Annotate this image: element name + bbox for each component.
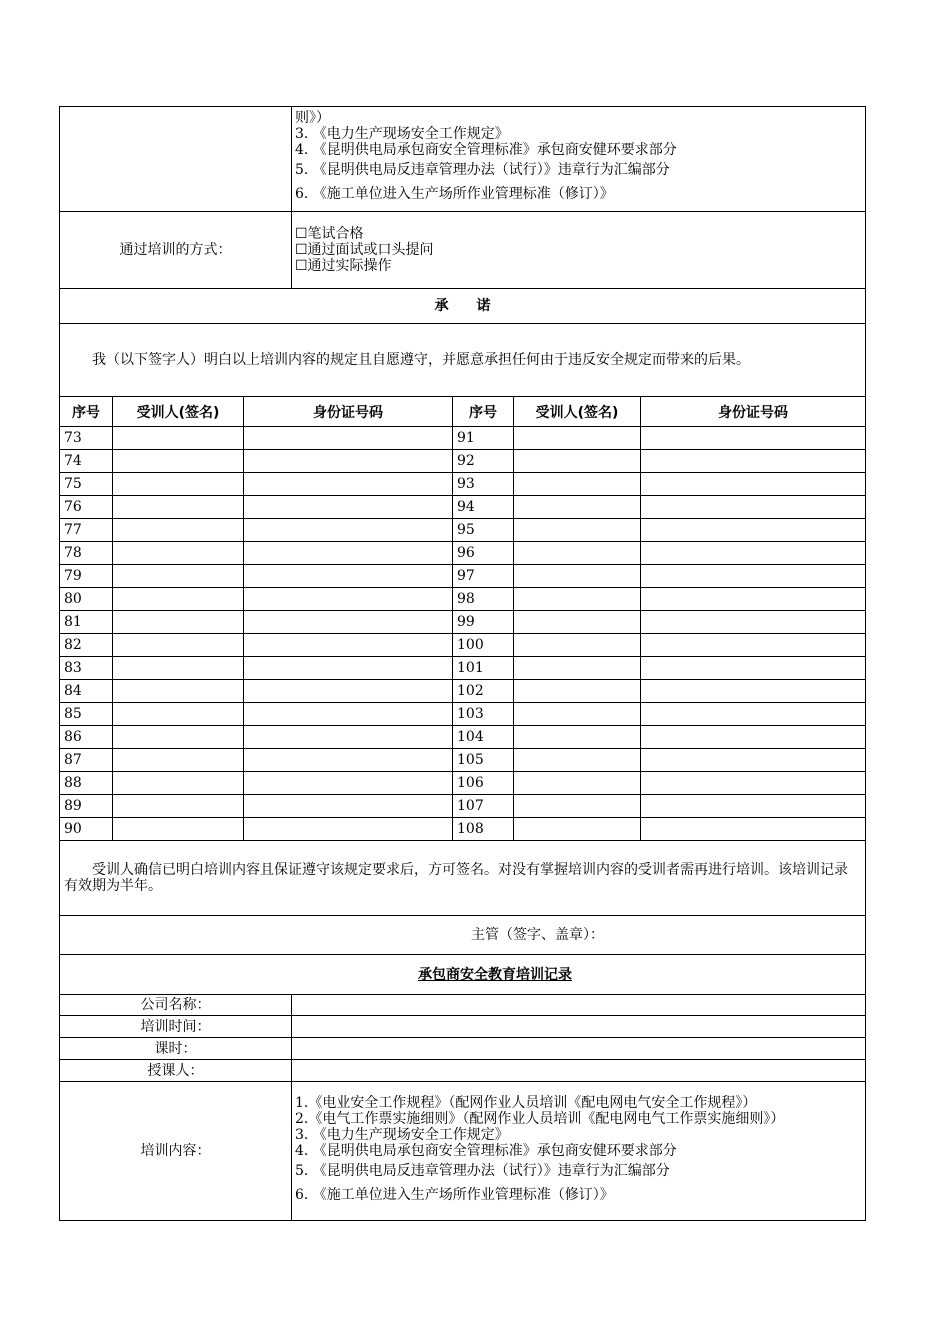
table-row	[60, 680, 866, 703]
field-value-company[interactable]	[292, 995, 866, 1016]
id-number-cell[interactable]	[244, 519, 453, 542]
blank-label-cell	[60, 107, 292, 212]
method-option-written[interactable]: ☐笔试合格	[295, 226, 364, 242]
training-content-continued	[59, 106, 866, 397]
id-number-cell[interactable]	[244, 726, 453, 749]
table-row	[60, 726, 866, 749]
id-number-cell[interactable]	[244, 749, 453, 772]
id-number-cell[interactable]	[641, 795, 866, 818]
id-number-cell[interactable]	[244, 634, 453, 657]
trainee-signature-cell[interactable]	[514, 726, 641, 749]
table-row	[60, 772, 866, 795]
record-section	[59, 840, 866, 1221]
field-value-time[interactable]	[292, 1016, 866, 1038]
table-row	[60, 473, 866, 496]
table-row	[60, 519, 866, 542]
seq-cell: 83	[60, 657, 113, 680]
content-item: 6. 《施工单位进入生产场所作业管理标准（修订）》	[295, 1187, 614, 1203]
table-row	[60, 542, 866, 565]
id-number-cell[interactable]	[244, 703, 453, 726]
trainee-signature-cell[interactable]	[113, 818, 244, 841]
field-value-hours[interactable]	[292, 1038, 866, 1060]
trainee-signature-cell[interactable]	[113, 496, 244, 519]
seq-cell: 104	[453, 726, 514, 749]
header-trainee: 受训人(签名)	[514, 397, 641, 427]
seq-cell: 93	[453, 473, 514, 496]
header-trainee: 受训人(签名)	[113, 397, 244, 427]
seq-cell: 97	[453, 565, 514, 588]
seq-cell: 95	[453, 519, 514, 542]
id-number-cell[interactable]	[641, 542, 866, 565]
content-item: 5. 《昆明供电局反违章管理办法（试行）》违章行为汇编部分	[295, 162, 670, 178]
trainee-signature-cell[interactable]	[113, 450, 244, 473]
seq-cell: 101	[453, 657, 514, 680]
table-row	[60, 450, 866, 473]
id-number-cell[interactable]	[641, 519, 866, 542]
method-option-interview[interactable]: ☐通过面试或口头提问	[295, 242, 434, 258]
seq-cell: 105	[453, 749, 514, 772]
id-number-cell[interactable]	[244, 496, 453, 519]
id-number-cell[interactable]	[244, 772, 453, 795]
id-number-cell[interactable]	[641, 611, 866, 634]
id-number-cell[interactable]	[244, 795, 453, 818]
seq-cell: 75	[60, 473, 113, 496]
table-row	[60, 496, 866, 519]
seq-cell: 81	[60, 611, 113, 634]
id-number-cell[interactable]	[244, 657, 453, 680]
trainee-signature-cell[interactable]	[113, 542, 244, 565]
trainee-signature-cell[interactable]	[514, 795, 641, 818]
content-item: 3. 《电力生产现场安全工作规定》	[295, 126, 509, 142]
trainee-signature-cell[interactable]	[113, 749, 244, 772]
promise-text: 我（以下签字人）明白以上培训内容的规定且自愿遵守，并愿意承担任何由于违反安全规定而带来的后果。	[60, 324, 866, 397]
content-item: 1.《电业安全工作规程》（配网作业人员培训《配电网电气安全工作规程》）	[295, 1095, 757, 1111]
seq-cell: 92	[453, 450, 514, 473]
id-number-cell[interactable]	[641, 496, 866, 519]
id-number-cell[interactable]	[244, 427, 453, 450]
seq-cell: 90	[60, 818, 113, 841]
id-number-cell[interactable]	[244, 680, 453, 703]
seq-cell: 80	[60, 588, 113, 611]
method-label: 通过培训的方式：	[60, 212, 292, 289]
seq-cell: 88	[60, 772, 113, 795]
content-item: 则》）	[295, 110, 330, 126]
trainee-signature-cell[interactable]	[113, 657, 244, 680]
record-content-list	[292, 1082, 866, 1221]
trainee-signature-cell[interactable]	[514, 772, 641, 795]
id-number-cell[interactable]	[641, 565, 866, 588]
content-item: 2.《电气工作票实施细则》（配网作业人员培训《配电网电气工作票实施细则》）	[295, 1111, 785, 1127]
seq-cell: 78	[60, 542, 113, 565]
trainee-signature-cell[interactable]	[514, 611, 641, 634]
id-number-cell[interactable]	[244, 542, 453, 565]
seq-cell: 79	[60, 565, 113, 588]
seq-cell: 94	[453, 496, 514, 519]
id-number-cell[interactable]	[641, 680, 866, 703]
seq-cell: 103	[453, 703, 514, 726]
trainee-signature-cell[interactable]	[514, 542, 641, 565]
field-label-time: 培训时间：	[60, 1016, 292, 1038]
trainee-signature-cell[interactable]	[113, 634, 244, 657]
content-label: 培训内容：	[60, 1082, 292, 1221]
id-number-cell[interactable]	[244, 565, 453, 588]
id-number-cell[interactable]	[641, 634, 866, 657]
content-item: 3. 《电力生产现场安全工作规定》	[295, 1127, 509, 1143]
trainee-signature-cell[interactable]	[113, 795, 244, 818]
table-row	[60, 749, 866, 772]
trainee-signature-cell[interactable]	[113, 726, 244, 749]
field-label-company: 公司名称：	[60, 995, 292, 1016]
seq-cell: 74	[60, 450, 113, 473]
seq-cell: 100	[453, 634, 514, 657]
id-number-cell[interactable]	[641, 657, 866, 680]
id-number-cell[interactable]	[641, 450, 866, 473]
id-number-cell[interactable]	[244, 588, 453, 611]
method-options	[292, 212, 866, 289]
id-number-cell[interactable]	[244, 818, 453, 841]
document	[59, 106, 866, 1221]
record-title-cell	[60, 955, 866, 995]
table-row	[60, 795, 866, 818]
trainee-signature-cell[interactable]	[113, 565, 244, 588]
header-seq: 序号	[453, 397, 514, 427]
record-title: 承包商安全教育培训记录	[418, 966, 572, 983]
table-row	[60, 703, 866, 726]
trainee-signature-cell[interactable]	[514, 657, 641, 680]
trainee-signature-cell[interactable]	[514, 680, 641, 703]
id-number-cell[interactable]	[641, 818, 866, 841]
trainee-signature-cell[interactable]	[514, 703, 641, 726]
trainee-signature-cell[interactable]	[113, 611, 244, 634]
content-item: 4. 《昆明供电局承包商安全管理标准》承包商安健环要求部分	[295, 142, 677, 158]
seq-cell: 86	[60, 726, 113, 749]
table-row	[60, 588, 866, 611]
seq-cell: 99	[453, 611, 514, 634]
trainee-signature-cell[interactable]	[514, 450, 641, 473]
trainee-signature-cell[interactable]	[514, 496, 641, 519]
id-number-cell[interactable]	[641, 703, 866, 726]
seq-cell: 96	[453, 542, 514, 565]
signature-table	[59, 396, 866, 841]
trainee-signature-cell[interactable]	[113, 519, 244, 542]
id-number-cell[interactable]	[641, 772, 866, 795]
trainee-signature-cell[interactable]	[113, 427, 244, 450]
content-list	[292, 107, 866, 212]
confirm-text: 受训人确信已明白培训内容且保证遵守该规定要求后，方可签名。对没有掌握培训内容的受训者需再进行培训。该培训记录有效期为半年。	[60, 841, 866, 916]
seq-cell: 108	[453, 818, 514, 841]
field-label-instructor: 授课人：	[60, 1060, 292, 1082]
trainee-signature-cell[interactable]	[514, 818, 641, 841]
trainee-signature-cell[interactable]	[514, 519, 641, 542]
id-number-cell[interactable]	[641, 588, 866, 611]
trainee-signature-cell[interactable]	[113, 588, 244, 611]
id-number-cell[interactable]	[641, 749, 866, 772]
method-option-practical[interactable]: ☐通过实际操作	[295, 258, 392, 274]
content-item: 5. 《昆明供电局反违章管理办法（试行）》违章行为汇编部分	[295, 1163, 670, 1179]
seq-cell: 77	[60, 519, 113, 542]
id-number-cell[interactable]	[244, 611, 453, 634]
table-row	[60, 657, 866, 680]
id-number-cell[interactable]	[244, 450, 453, 473]
seq-cell: 89	[60, 795, 113, 818]
table-row	[60, 565, 866, 588]
table-row	[60, 634, 866, 657]
seq-cell: 87	[60, 749, 113, 772]
id-number-cell[interactable]	[244, 473, 453, 496]
seq-cell: 106	[453, 772, 514, 795]
content-item: 4. 《昆明供电局承包商安全管理标准》承包商安健环要求部分	[295, 1143, 677, 1159]
id-number-cell[interactable]	[641, 473, 866, 496]
seq-cell: 98	[453, 588, 514, 611]
table-row	[60, 427, 866, 450]
trainee-signature-cell[interactable]	[514, 473, 641, 496]
seq-cell: 107	[453, 795, 514, 818]
promise-heading: 承 诺	[60, 289, 866, 324]
seq-cell: 76	[60, 496, 113, 519]
seq-cell: 73	[60, 427, 113, 450]
table-row	[60, 818, 866, 841]
id-number-cell[interactable]	[641, 726, 866, 749]
field-label-hours: 课时：	[60, 1038, 292, 1060]
seq-cell: 84	[60, 680, 113, 703]
seq-cell: 82	[60, 634, 113, 657]
trainee-signature-cell[interactable]	[514, 588, 641, 611]
id-number-cell[interactable]	[641, 427, 866, 450]
field-value-instructor[interactable]	[292, 1060, 866, 1082]
trainee-signature-cell[interactable]	[514, 634, 641, 657]
seq-cell: 85	[60, 703, 113, 726]
trainee-signature-cell[interactable]	[514, 749, 641, 772]
content-item: 6. 《施工单位进入生产场所作业管理标准（修订）》	[295, 186, 614, 202]
supervisor-signature[interactable]: 主管（签字、盖章）：	[60, 916, 866, 955]
seq-cell: 102	[453, 680, 514, 703]
header-id: 身份证号码	[244, 397, 453, 427]
table-row	[60, 611, 866, 634]
seq-cell: 91	[453, 427, 514, 450]
trainee-signature-cell[interactable]	[113, 703, 244, 726]
trainee-signature-cell[interactable]	[113, 772, 244, 795]
trainee-signature-cell[interactable]	[113, 680, 244, 703]
trainee-signature-cell[interactable]	[113, 473, 244, 496]
header-id: 身份证号码	[641, 397, 866, 427]
trainee-signature-cell[interactable]	[514, 565, 641, 588]
trainee-signature-cell[interactable]	[514, 427, 641, 450]
header-seq: 序号	[60, 397, 113, 427]
